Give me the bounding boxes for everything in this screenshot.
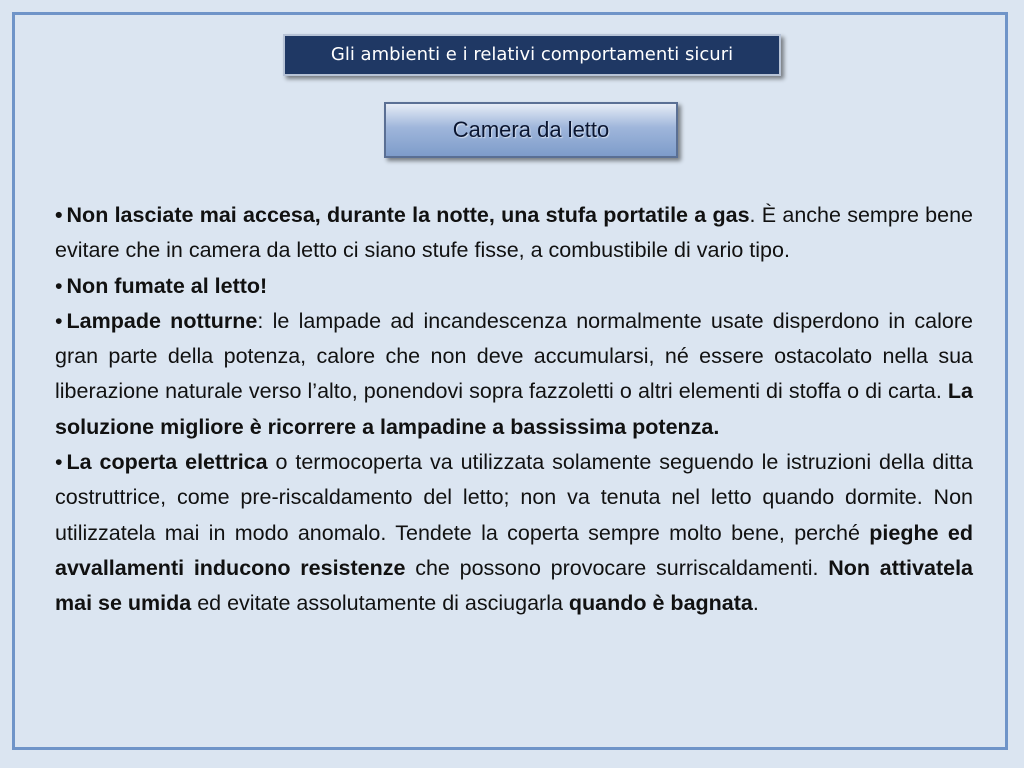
bullet-bold: Non attivatela mai se umida [55,555,973,616]
bullet-icon: • [55,450,63,475]
section-subtitle: Camera da letto [384,102,678,158]
bullet-item-stufa [55,198,973,269]
bullet-icon: • [55,273,63,298]
bullet-bold: La coperta elettrica [66,450,268,475]
bullet-item-fumo [55,269,973,304]
bullet-text: ed evitate assolutamente di asciugarla [191,591,569,616]
body-text [55,198,973,622]
bullet-bold: Non lasciate mai accesa, durante la notte, una stufa portatile a gas [66,203,750,227]
bullet-text: . È anche sempre bene evitare che in camera da letto ci siano stufe fisse, a combustibile di vario tipo. [55,203,973,263]
bullet-item-coperta [55,445,973,621]
bullet-bold: Lampade notturne [66,308,258,333]
bullet-bold: pieghe ed avvallamenti inducono resistenze [55,520,974,580]
bullet-item-lampade [55,304,973,445]
bullet-icon: • [55,203,63,227]
bullet-text: : le lampade ad incandescenza normalmente usate disperdono in calore gran parte della potenza, calore che non deve accumularsi, né essere ostacolato nella sua liberazione naturale verso l’alto, ponendovi sopra fazzoletti o altri elementi di stoffa o di carta. [55,308,973,404]
bullet-text: o termocoperta va utilizzata solamente seguendo le istruzioni della ditta costruttrice, come pre-riscaldamento del letto; non va tenuta nel letto quando dormite. Non utilizzatela mai in modo anomalo. Tendete la coperta sempre molto bene, perché [55,450,973,545]
bullet-icon: • [55,308,63,333]
bullet-bold: La soluzione migliore è ricorrere a lampadine a bassissima potenza. [55,379,973,439]
bullet-text: che possono provocare surriscaldamenti. [405,555,829,580]
slide-title: Gli ambienti e i relativi comportamenti sicuri [283,34,781,76]
bullet-text: . [752,591,759,616]
bullet-bold: Non fumate al letto! [66,273,268,298]
bullet-bold: quando è bagnata [568,591,753,616]
